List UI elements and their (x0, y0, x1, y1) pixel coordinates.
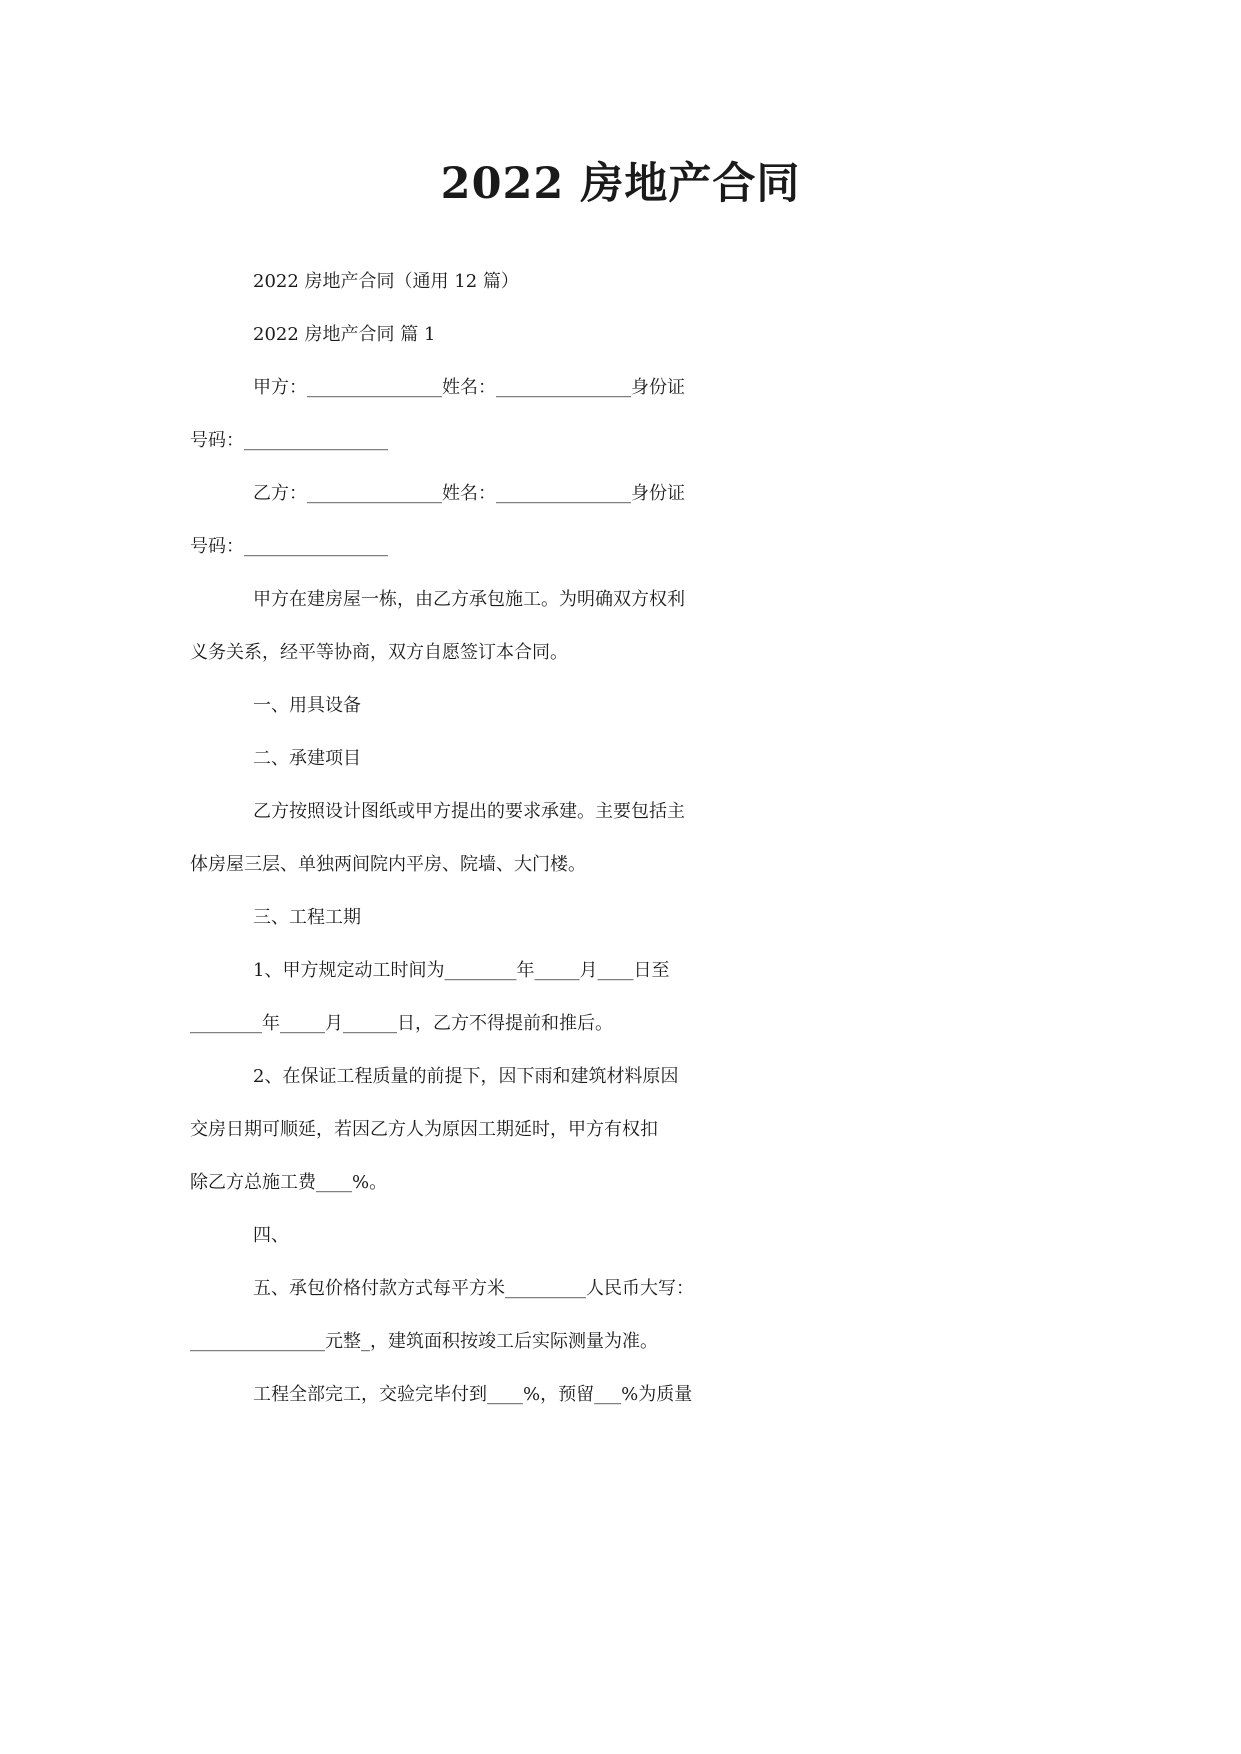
paragraph-line: 甲方在建房屋一栋，由乙方承包施工。为明确双方权利 (253, 589, 685, 610)
paragraph-line: 除乙方总施工费____%。 (190, 1172, 388, 1193)
party-b-line: 乙方：_______________姓名：_______________身份证 (253, 483, 685, 504)
paragraph-line: 工程全部完工，交验完毕付到____%，预留___%为质量 (253, 1384, 693, 1405)
document-title: 2022 房地产合同 (440, 159, 801, 209)
section-heading: 2022 房地产合同 篇 1 (253, 324, 436, 345)
clause-heading: 四、 (253, 1225, 289, 1246)
clause-heading: 一、用具设备 (253, 695, 361, 716)
paragraph-line: ________年_____月______日，乙方不得提前和推后。 (190, 1013, 613, 1034)
paragraph-line: 体房屋三层、单独两间院内平房、院墙、大门楼。 (190, 854, 586, 875)
clause-heading: 三、工程工期 (253, 907, 361, 928)
paragraph-line: _______________元整_，建筑面积按竣工后实际测量为准。 (190, 1331, 658, 1352)
paragraph-line: 五、承包价格付款方式每平方米_________人民币大写： (253, 1278, 694, 1299)
paragraph-line: 乙方按照设计图纸或甲方提出的要求承建。主要包括主 (253, 801, 685, 822)
paragraph-line: 1、甲方规定动工时间为________年_____月____日至 (253, 960, 670, 981)
paragraph-line: 交房日期可顺延，若因乙方人为原因工期延时，甲方有权扣 (190, 1119, 658, 1140)
party-a-id-line: 号码：________________ (190, 430, 388, 451)
paragraph-line: 义务关系，经平等协商，双方自愿签订本合同。 (190, 642, 568, 663)
subtitle: 2022 房地产合同（通用 12 篇） (253, 271, 519, 292)
party-b-id-line: 号码：________________ (190, 536, 388, 557)
paragraph-line: 2、在保证工程质量的前提下，因下雨和建筑材料原因 (253, 1066, 679, 1087)
party-a-line: 甲方：_______________姓名：_______________身份证 (253, 377, 685, 398)
clause-heading: 二、承建项目 (253, 748, 361, 769)
